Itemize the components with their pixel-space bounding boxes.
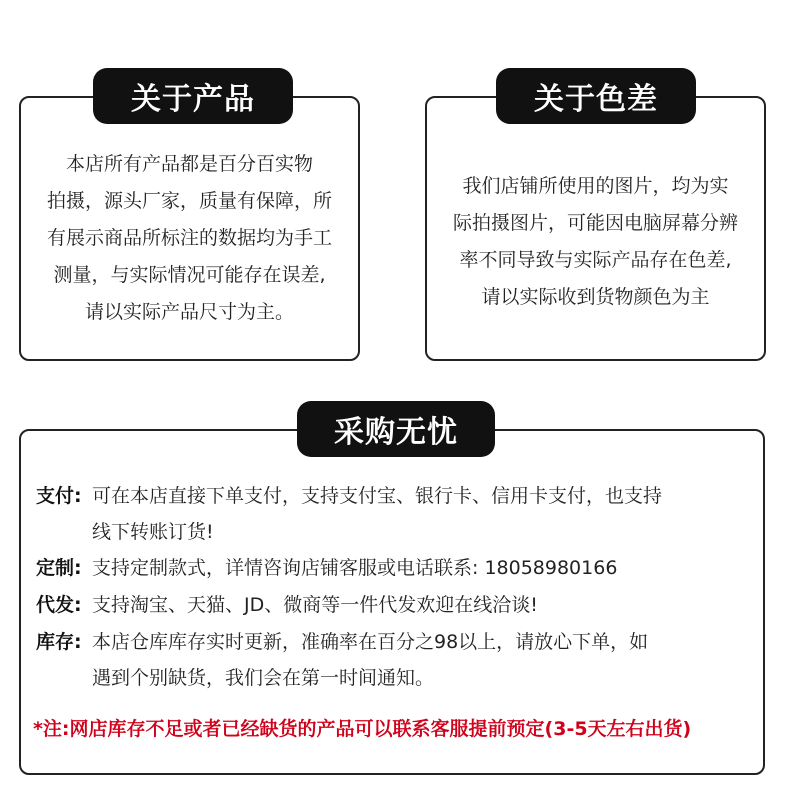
stock-note: *注:网店库存不足或者已经缺货的产品可以联系客服提前预定(3-5天左右出货) [33,718,692,740]
dropship-text: 支持淘宝、天猫、JD、微商等一件代发欢迎在线洽谈! [92,594,538,616]
about-color-title: 关于色差 [496,68,696,124]
about-color-line: 请以实际收到货物颜色为主 [481,286,710,308]
about-product-title: 关于产品 [93,68,293,124]
about-color-line: 率不同导致与实际产品存在色差, [459,249,732,271]
stock-text: 本店仓库库存实时更新，准确率在百分之98以上，请放心下单，如 [92,631,649,653]
payment-row [36,478,662,550]
about-color-text [427,168,764,316]
dropship-row [36,587,538,623]
about-product-line: 有展示商品所标注的数据均为手工 [46,227,332,249]
stock-text-cont: 遇到个别缺货，我们会在第一时间通知。 [92,667,435,689]
about-color-line: 际拍摄图片，可能因电脑屏幕分辨 [452,212,738,234]
about-product-line: 本店所有产品都是百分百实物 [65,153,313,175]
payment-label: 支付: [36,485,82,507]
about-color-line: 我们店铺所使用的图片，均为实 [462,175,729,197]
payment-text: 可在本店直接下单支付，支持支付宝、银行卡、信用卡支付，也支持 [92,485,663,507]
stock-label: 库存: [36,631,82,653]
about-product-line: 拍摄，源头厂家，质量有保障，所 [46,190,332,212]
dropship-label: 代发: [36,594,82,616]
about-product-line: 测量，与实际情况可能存在误差, [53,264,326,286]
stock-row [36,624,648,696]
custom-row [36,550,617,586]
about-product-line: 请以实际产品尺寸为主。 [84,301,294,323]
payment-text-cont: 线下转账订货! [92,521,214,543]
worry-free-title [297,401,495,457]
worry-free-title-text: 采购无忧 [334,415,458,450]
about-product-text [21,146,358,331]
custom-text: 支持定制款式，详情咨询店铺客服或电话联系: 18058980166 [92,557,618,579]
custom-label: 定制: [36,557,82,579]
